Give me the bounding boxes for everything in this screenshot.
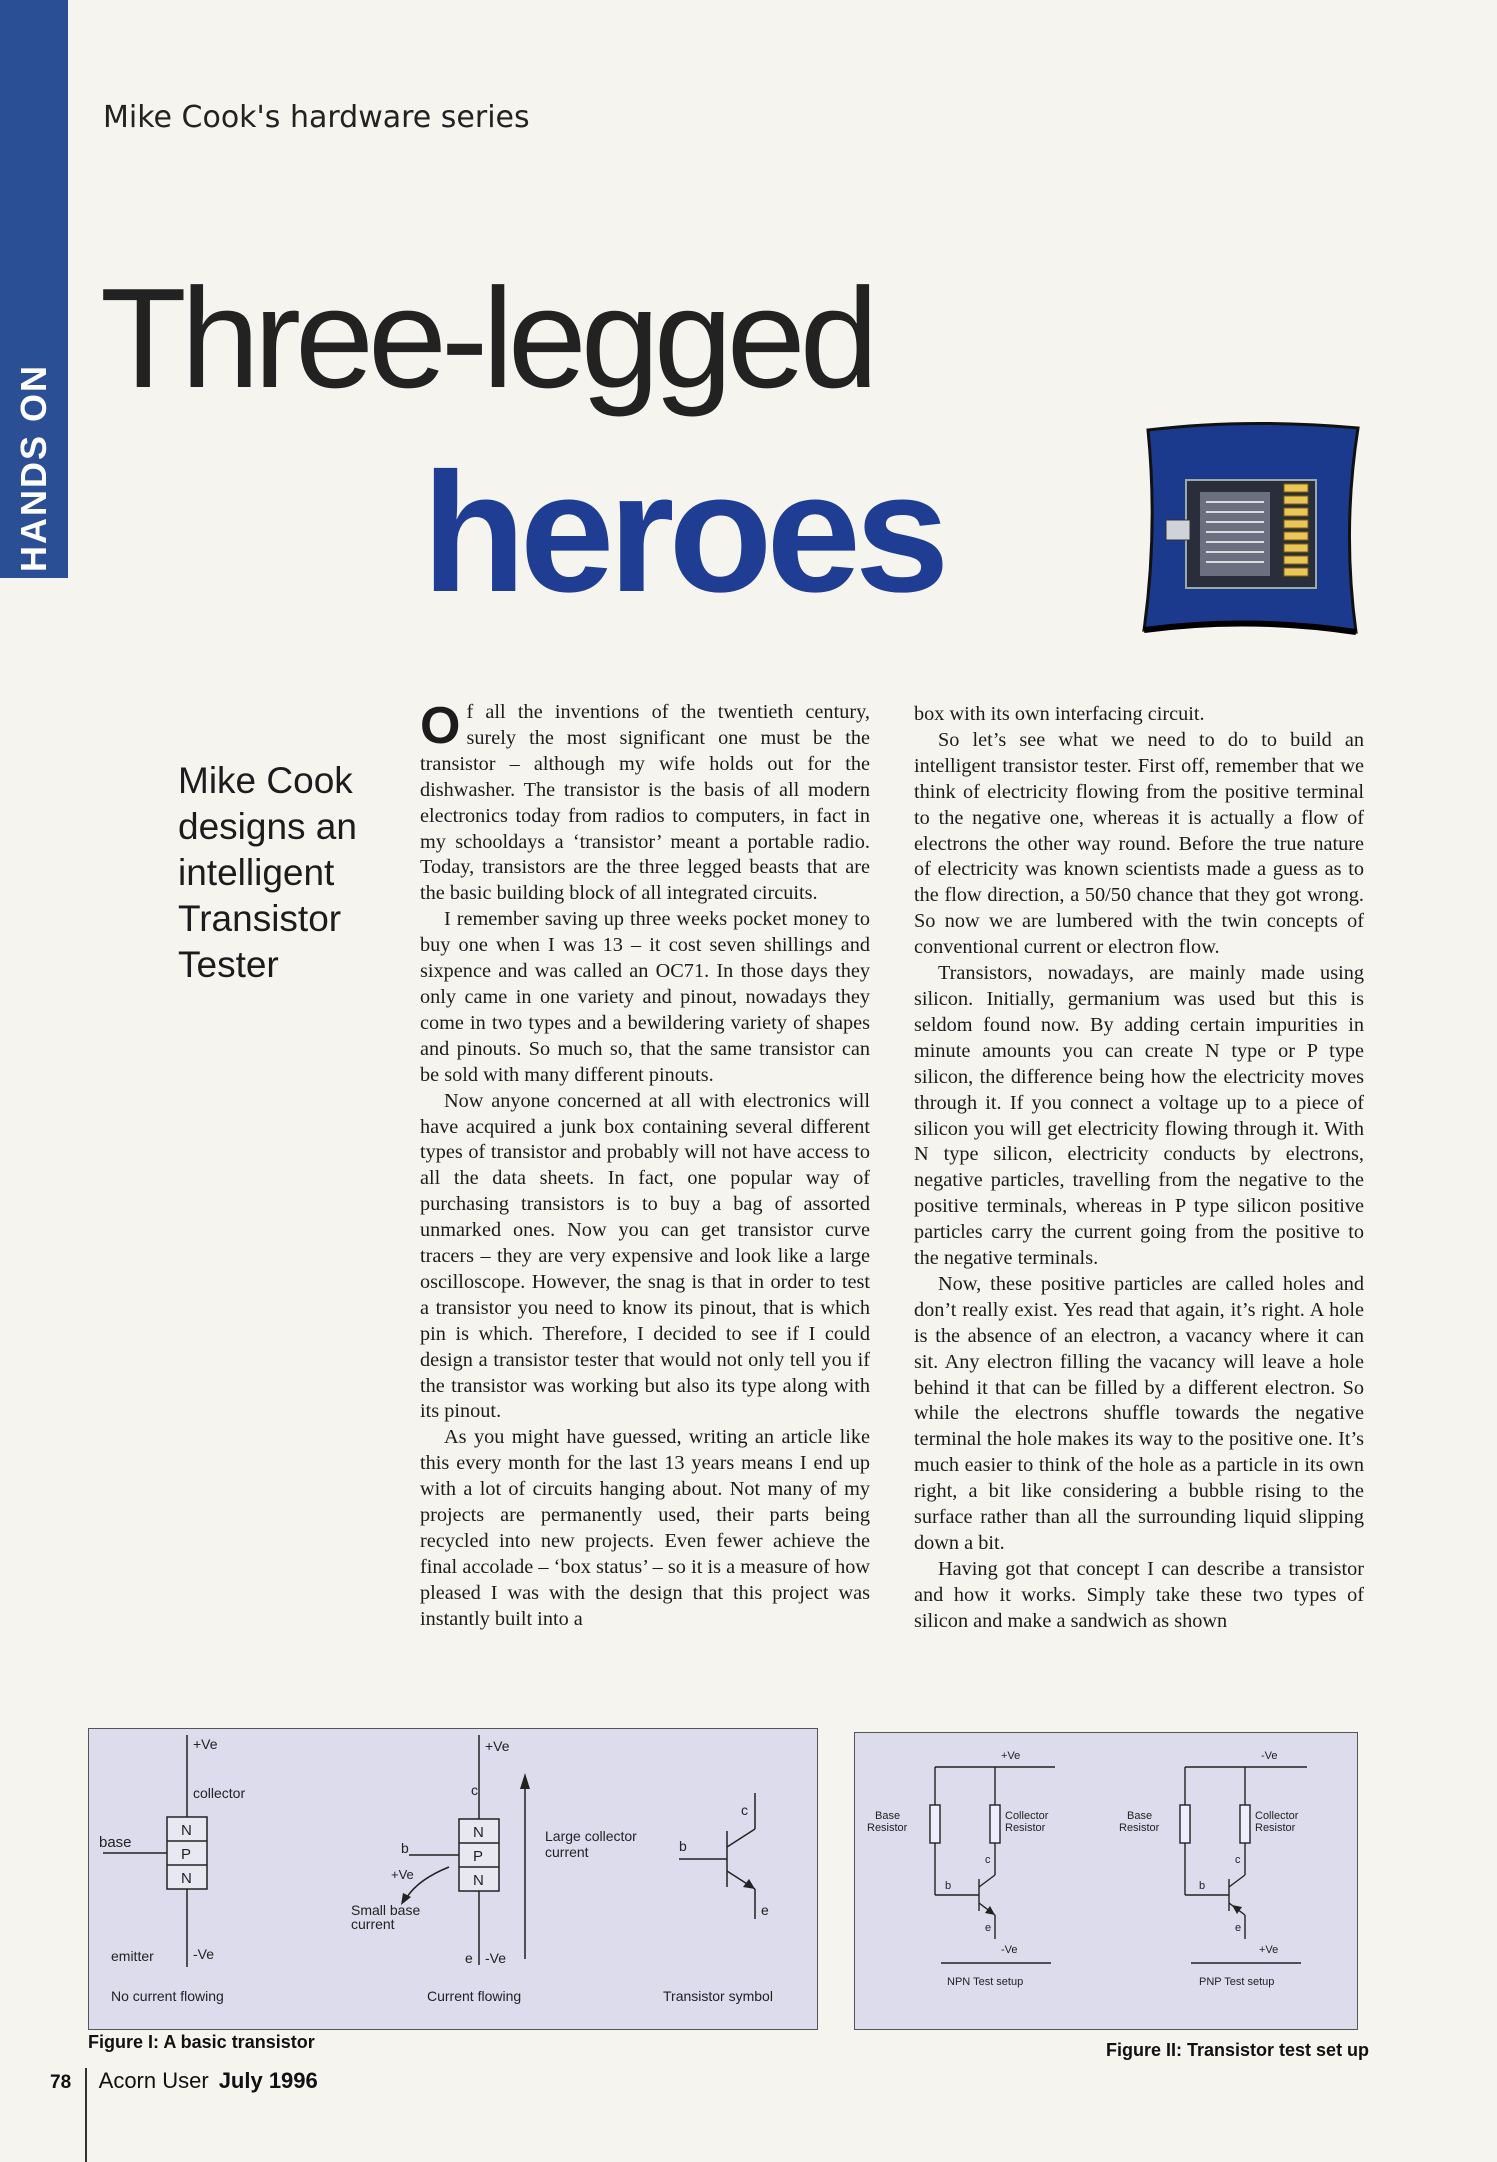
article-column-1 [420,697,870,1633]
label-emitter: emitter [111,1948,154,1964]
label-pnp-setup: PNP Test setup [1199,1976,1275,1988]
paragraph: Now, these positive particles are called holes and don’t really exist. Yes read that again, it’s right. A hole is the absence of an electron, a vacancy where it can sit. Any electron filling the vacancy will leave a hole behind it that can be filled by a different electron. So while the electrons shuffle towards the negative terminal the hole makes its way to the positive one. It’s much easier to think of the hole as a particle in its own right, a bit like considering a bubble rising to the surface rather than all the surrounding liquid slipping down a bit. [914,1272,1364,1554]
label-npn-setup: NPN Test setup [947,1976,1024,1988]
label-n: N [473,1824,484,1841]
section-label: HANDS ON [13,363,54,573]
label-n: N [473,1872,484,1889]
label-c: c [985,1854,991,1866]
label-p: P [181,1846,192,1863]
label-resistor: Resistor [867,1822,908,1834]
label-plus-ve: +Ve [1001,1750,1021,1762]
label-current-flowing: Current flowing [427,1988,522,2004]
chip-icon [1130,420,1366,640]
test-setup-diagram [855,1733,1357,2029]
label-large-collector: Large collector [545,1828,637,1844]
label-plus-ve: +Ve [391,1867,414,1882]
section-tab [0,0,68,578]
footer-divider [85,2068,87,2162]
page-footer [50,2068,318,2162]
paragraph: Of all the inventions of the twentieth century, surely the most significant one must be the transistor – although my wife holds out for the dishwasher. The transistor is the basis of all modern electronics today from radios to computers, in fact in my schooldays a ‘transistor’ meant a portable radio. Today, transistors are the three legged beasts that are the basic building block of all integrated circuits. [420,697,870,905]
label-e: e [985,1922,992,1934]
paragraph: As you might have guessed, writing an article like this every month for the last 13 years means I end up with a lot of circuits hanging about. Not many of my projects are permanently used, their parts being recycled into new projects. Even fewer achieve the final accolade – ‘box status’ – so it is a measure of how pleased I was with the design that this project was instantly built into a [420,1426,870,1630]
label-no-current: No current flowing [111,1988,224,2004]
label-c: c [1235,1854,1241,1866]
label-minus-ve: -Ve [1001,1944,1018,1956]
figure-basic-transistor [88,1728,818,2030]
label-b: b [945,1880,952,1892]
label-small-base-current: current [351,1916,395,1932]
paragraph: Now anyone concerned at all with electronics will have acquired a junk box containing several different types of transistor and probably will not have access to all the data sheets. In fact, one popular way of purchasing transistors is to buy a bag of assorted unmarked ones. Now you can get transistor curve tracers – they are very expensive and look like a large oscilloscope. However, the snag is that in order to test a transistor you need to know its pinout, that is which pin is which. Therefore, I decided to see if I could design a transistor tester that would not only tell you if the transistor was working but also its type along with its pinout. [420,1089,870,1423]
headline-line-2: heroes [422,438,944,628]
dropcap: O [420,697,461,755]
label-base: base [99,1834,132,1851]
article-column-2 [914,702,1364,1635]
label-n: N [181,1822,192,1839]
label-collector: collector [193,1785,246,1801]
label-n: N [181,1870,192,1887]
label-base: Base [1127,1810,1153,1822]
paragraph: I remember saving up three weeks pocket money to buy one when I was 13 – it cost seven shillings and sixpence and was called an OC71. In those days they only came in one variety and pinout, nowadays they come in two types and a bewildering variety of shapes and pinouts. So much so, that the same transistor can be sold with many different pinouts. [420,908,870,1086]
label-minus-ve: -Ve [485,1950,507,1966]
label-e: e [1235,1922,1242,1934]
issue-date: July 1996 [218,2068,318,2093]
label-e: e [465,1950,473,1966]
label-plus-ve: +Ve [485,1738,510,1754]
label-small-base: Small base [351,1902,421,1918]
paragraph: Having got that concept I can describe a transistor and how it works. Simply take these two types of silicon and make a sandwich as shown [914,1557,1364,1632]
label-e: e [761,1902,769,1918]
label-large-collector-current: current [545,1844,589,1860]
label-resistor: Resistor [1005,1822,1046,1834]
label-minus-ve: -Ve [193,1946,215,1962]
label-resistor: Resistor [1255,1822,1296,1834]
label-collector: Collector [1005,1810,1049,1822]
figure-test-setup [854,1732,1358,2030]
label-plus-ve: +Ve [1259,1944,1279,1956]
label-c: c [471,1782,478,1798]
magazine-name: Acorn User [98,2068,209,2093]
figure-1-caption: Figure I: A basic transistor [88,2032,315,2052]
paragraph: box with its own interfacing circuit. [914,703,1205,725]
label-resistor: Resistor [1119,1822,1160,1834]
transistor-diagram [89,1729,817,2029]
label-c: c [741,1802,748,1818]
label-plus-ve: +Ve [193,1736,218,1752]
label-collector: Collector [1255,1810,1299,1822]
label-b: b [401,1840,409,1856]
label-p: P [473,1848,484,1865]
series-heading: Mike Cook's hardware series [103,100,530,135]
label-transistor-symbol: Transistor symbol [663,1988,773,2004]
paragraph: Transistors, nowadays, are mainly made using silicon. Initially, germanium was used but this is seldom found now. By adding certain impurities in minute amounts you can create N type or P type silicon, the difference being how the electricity moves through it. If you connect a voltage up to a piece of silicon you will get electricity flowing through it. With N type silicon, electricity conducts by electrons, negative particles, travelling from the negative to the positive terminals, whereas in P type silicon positive particles carry the current going from the positive to the negative terminals. [914,962,1364,1270]
label-b: b [679,1838,687,1854]
label-b: b [1199,1880,1206,1892]
figure-2-caption: Figure II: Transistor test set up [1106,2040,1370,2060]
paragraph: So let’s see what we need to do to build an intelligent transistor tester. First off, remember that we think of electricity flowing from the positive terminal to the negative one, whereas it is actually a flow of electrons the other way round. Before the true nature of electricity was known scientists made a guess as to the flow direction, a 50/50 chance that they got wrong. So now we are lumbered with the twin concepts of conventional current or electron flow. [914,728,1364,959]
headline-line-1: Three-legged [100,259,873,418]
page-number: 78 [50,2072,72,2093]
standfirst: Mike Cook designs an intelligent Transistor Tester [178,760,357,985]
label-base: Base [875,1810,901,1822]
label-minus-ve: -Ve [1261,1750,1278,1762]
